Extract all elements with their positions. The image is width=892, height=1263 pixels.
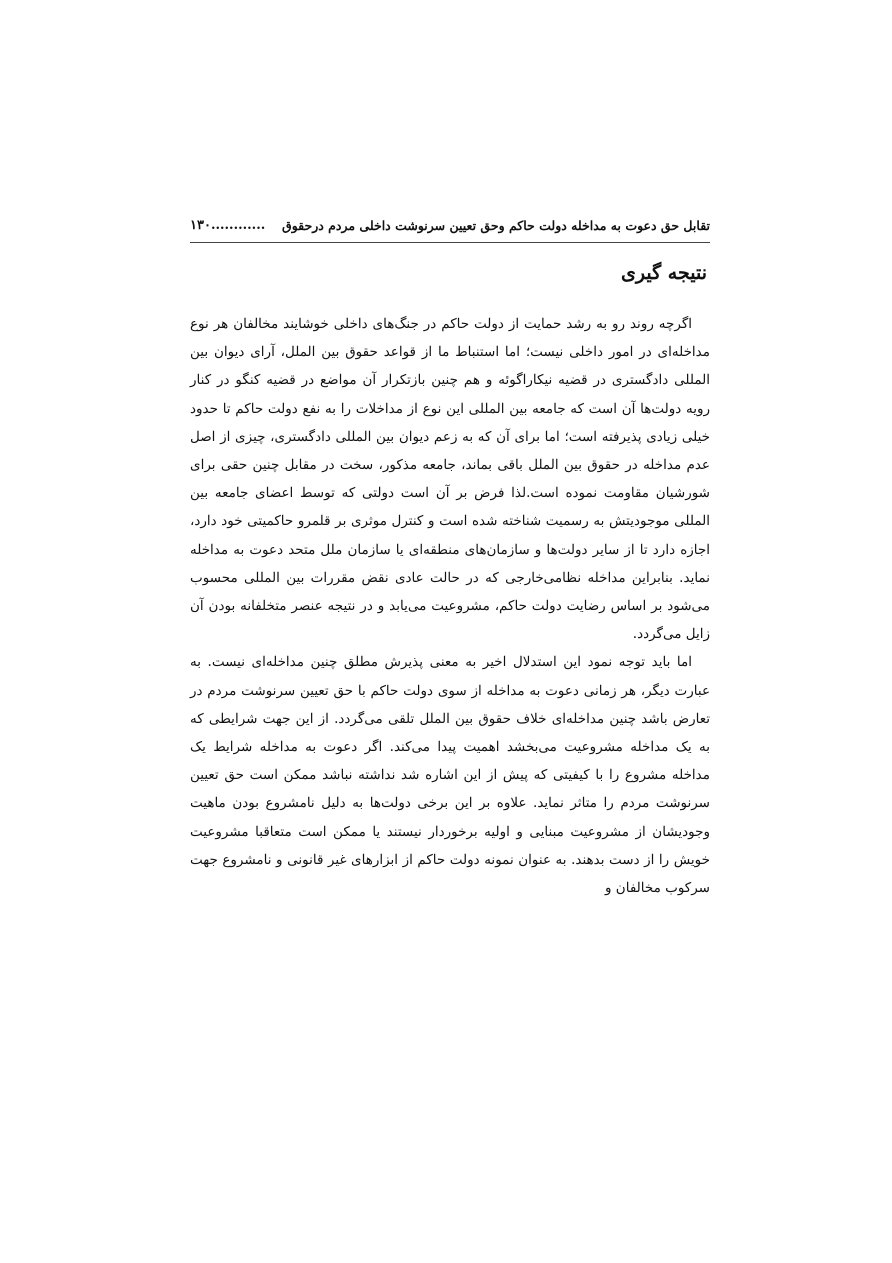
- paragraph: اما باید توجه نمود این استدلال اخیر به معنی پذیرش مطلق چنین مداخله‌ای نیست. به عبارت دیگر، هر زمانی دعوت به مداخله از سوی دولت حاکم با حق تعیین سرنوشت مردم در تعارض باشد چنین مداخله‌ای خلاف حقوق بین الملل تلقی می‌گردد. از این جهت شرایطی که به یک مداخله مشروعیت می‌بخشد اهمیت پیدا می‌کند. اگر دعوت به مداخله شرایط یک مداخله مشروع را با کیفیتی که پیش از این اشاره شد نداشته نباشد ممکن است حق تعیین سرنوشت مردم را متاثر نماید. علاوه بر این برخی دولت‌ها به دلیل نامشروع بودن ماهیت وجودیشان از مشروعیت مبنایی و اولیه برخوردار نیستند یا ممکن است متعاقبا مشروعیت خویش را از دست بدهند. به عنوان نمونه دولت حاکم از ابزارهای غیر قانونی و نامشروع جهت سرکوب مخالفان و: [190, 654, 710, 897]
- page-number-group: [190, 218, 265, 233]
- body-text: [190, 310, 710, 902]
- running-header: [190, 214, 710, 243]
- paragraph: اگرچه روند رو به رشد حمایت از دولت حاکم در جنگ‌های داخلی خوشایند مخالفان هر نوع مداخله‌ای در امور داخلی نیست؛ اما استنباط ما از قواعد حقوق بین الملل، آرای دیوان بین المللی دادگستری در قضیه نیکاراگوئه و هم چنین بازتکرار آن مواضع در قضیه کنگو در کنار رویه دولت‌ها آن است که جامعه بین المللی این نوع از مداخلات را به نفع دولت حاکم تا حدود خیلی زیادی پذیرفته است؛ اما برای آن که به زعم دیوان بین المللی دادگستری، چیزی از اصل عدم مداخله در حقوق بین الملل باقی بماند، جامعه مذکور، سخت در مقابل چنین حقی برای شورشیان مقاومت نموده است.لذا فرض بر آن است دولتی که توسط اعضای جامعه بین المللی موجودیتش به رسمیت شناخته شده است و کنترل موثری بر قلمرو حاکمیتی خود دارد، اجازه دارد تا از سایر دولت‌ها و سازمان‌های منطقه‌ای یا سازمان ملل متحد دعوت به مداخله نماید. بنابراین مداخله نظامی‌خارجی که در حالت عادی نقض مقررات بین المللی محسوب می‌شود بر اساس رضایت دولت حاکم، مشروعیت می‌یابد و در نتیجه عنصر متخلفانه بودن آن زایل می‌گردد.: [190, 316, 710, 643]
- running-title: تقابل حق دعوت به مداخله دولت حاکم وحق تعیین سرنوشت داخلی مردم درحقوق: [282, 217, 710, 233]
- page-number: ۱۳۰: [190, 217, 211, 233]
- leader-dots: ............: [210, 217, 266, 233]
- section-title: نتیجه گیری: [621, 262, 707, 284]
